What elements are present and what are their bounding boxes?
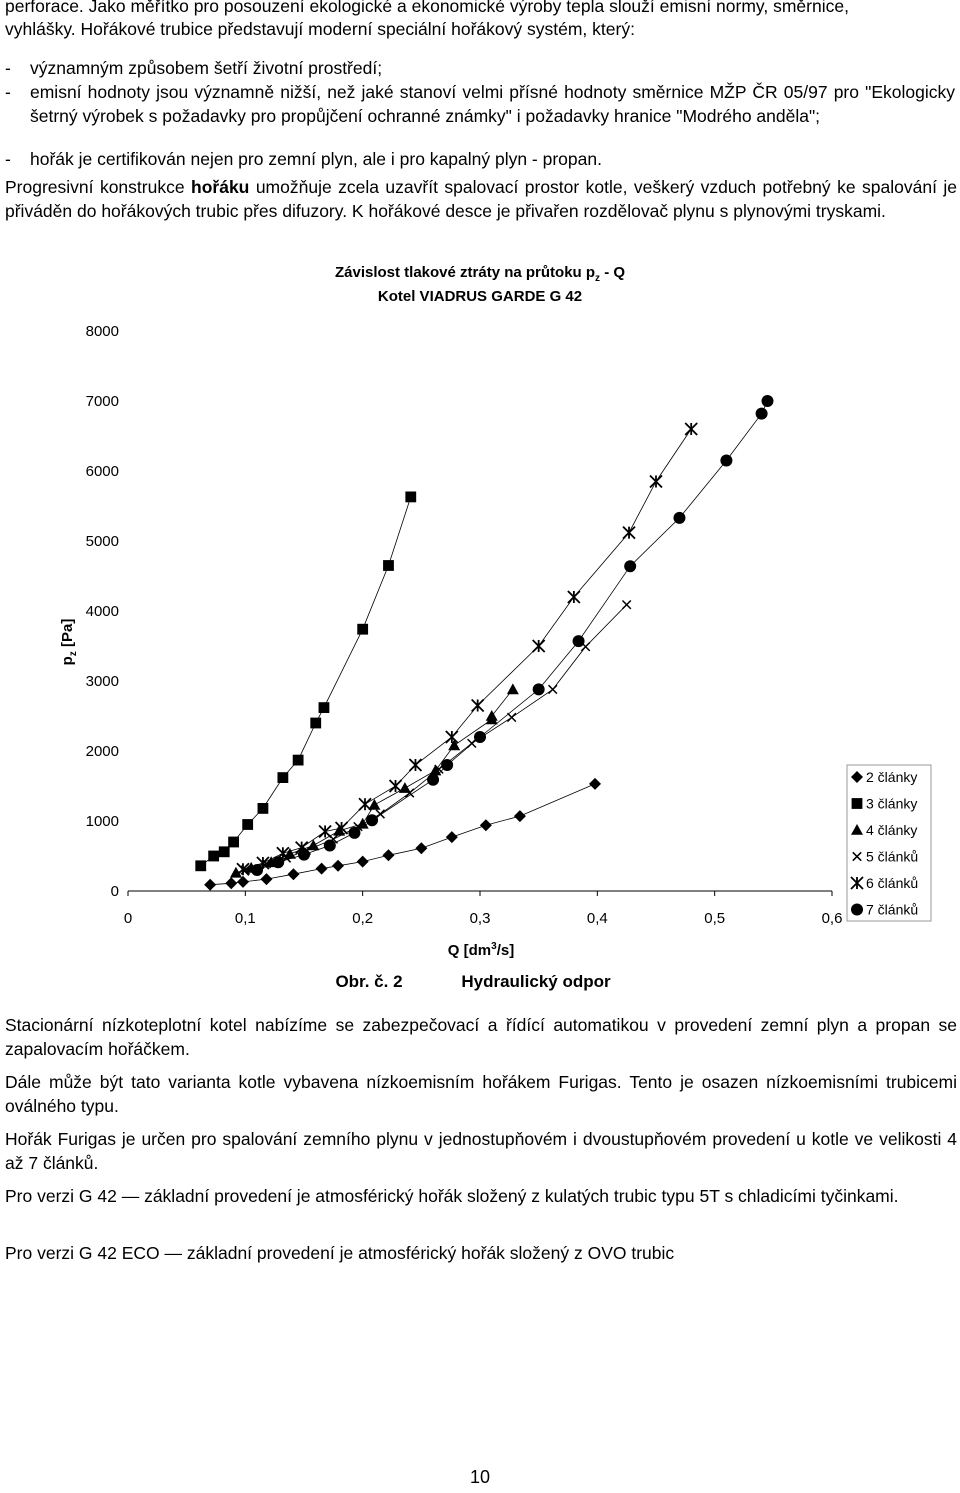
bullet-dash: - <box>5 149 11 169</box>
data-point <box>208 851 219 862</box>
legend-marker <box>852 798 863 809</box>
data-point <box>507 713 515 721</box>
chart-subtitle: Kotel VIADRUS GARDE G 42 <box>377 288 583 305</box>
data-point <box>472 700 484 712</box>
data-point <box>272 856 284 868</box>
data-point <box>486 710 498 721</box>
data-point <box>228 837 239 848</box>
data-point <box>319 702 330 713</box>
pressure-loss-chart <box>0 250 960 995</box>
chart-legend <box>847 765 931 921</box>
data-point <box>316 863 328 875</box>
data-point <box>195 860 206 871</box>
data-point <box>673 512 685 524</box>
data-point <box>756 408 768 420</box>
data-point <box>225 877 237 889</box>
x-tick-label: 0,3 <box>469 910 491 927</box>
data-point <box>514 810 526 822</box>
data-point <box>427 774 439 786</box>
data-point <box>446 731 458 743</box>
series-3 <box>230 683 519 877</box>
progressive-text-end: umožňuje zcela uzavřít spalovací prostor kotle, veškerý vzduch potřebný ke spalování je přiváděn do hořákových trubic přes difuzory. K hořákové desce je přivařen rozdělovač plynu s plynovými tryskami. <box>5 177 957 221</box>
data-point <box>348 827 360 839</box>
data-point <box>277 772 288 783</box>
data-point <box>441 759 453 771</box>
data-point <box>720 455 732 467</box>
data-point <box>622 601 630 609</box>
y-tick-label: 0 <box>110 883 119 900</box>
bullet-dash: - <box>5 58 11 78</box>
data-point <box>307 840 319 851</box>
data-point <box>359 798 371 810</box>
data-point <box>533 683 545 695</box>
data-point <box>237 876 249 888</box>
progressive-paragraph <box>5 176 957 223</box>
bullet-dash: - <box>5 82 11 102</box>
data-point <box>357 856 369 868</box>
progressive-bold: hořáku <box>191 177 250 197</box>
data-point <box>446 831 458 843</box>
series-line <box>245 605 626 870</box>
bullet-text: emisní hodnoty jsou významně nižší, než jaké stanoví velmi přísné hodnoty směrnice MŽP ČR 05/97 pro "Ekologicky šetrný výrobek s požadavky pro propůjčení ochranné známky" i požadavky hranice "Modrého anděla"; <box>30 82 955 126</box>
data-point <box>474 731 486 743</box>
series-6 <box>251 395 773 876</box>
chart-axes <box>86 323 843 927</box>
page-number: 10 <box>469 1467 491 1487</box>
paragraph-g42-eco: Pro verzi G 42 ECO — základní provedení je atmosférický hořák složený z OVO trubic <box>5 1243 675 1263</box>
data-point <box>383 560 394 571</box>
series-line <box>243 429 691 869</box>
data-point <box>293 755 304 766</box>
x-tick-label: 0 <box>123 910 133 927</box>
series-line <box>210 784 595 885</box>
data-point <box>448 739 460 750</box>
data-point <box>319 826 331 838</box>
data-point <box>507 683 519 694</box>
data-point <box>589 778 601 790</box>
x-tick-label: 0,6 <box>821 910 843 927</box>
y-tick-label: 6000 <box>85 463 119 480</box>
x-tick-label: 0,1 <box>234 910 256 927</box>
data-point <box>204 879 216 891</box>
y-tick-label: 7000 <box>85 393 119 410</box>
figure-caption: Hydraulický odpor <box>461 972 611 991</box>
data-point <box>390 780 402 792</box>
chart-series <box>195 395 773 891</box>
data-point <box>573 635 585 647</box>
progressive-text-start: Progresivní konstrukce <box>5 177 192 197</box>
data-point <box>480 819 492 831</box>
x-tick-label: 0,5 <box>704 910 726 927</box>
series-line <box>201 497 411 866</box>
chart-title: Závislost tlakové ztráty na průtoku $p_z$ - Q <box>334 264 626 284</box>
data-point <box>650 476 662 488</box>
legend-label: 7 článků <box>866 901 919 918</box>
y-tick-label: 2000 <box>85 743 119 760</box>
bullet-text: hořák je certifikován nejen pro zemní plyn, ale i pro kapalný plyn - propan. <box>30 149 602 169</box>
series-4 <box>241 601 631 875</box>
y-tick-label: 8000 <box>85 323 119 340</box>
intro-line-1: perforace. Jako měřítko pro posouzení ekologické a ekonomické výroby tepla slouží emisní normy, směrnice, <box>5 0 849 16</box>
x-tick-label: 0,2 <box>352 910 374 927</box>
legend-label: 2 články <box>866 769 918 785</box>
data-point <box>324 840 336 852</box>
legend-box <box>847 765 931 921</box>
series-line <box>257 401 767 870</box>
data-point <box>258 803 269 814</box>
series-2 <box>195 492 416 872</box>
data-point <box>336 822 348 834</box>
data-point <box>761 395 773 407</box>
data-point <box>415 842 427 854</box>
y-tick-label: 3000 <box>85 673 119 690</box>
data-point <box>624 560 636 572</box>
figure-number: Obr. č. 2 <box>335 972 403 991</box>
legend-label: 4 články <box>866 822 918 838</box>
data-point <box>405 492 416 503</box>
data-point <box>287 868 299 880</box>
paragraph-furigas-use: Hořák Furigas je určen pro spalování zemního plynu v jednostupňovém i dvoustupňovém provedení u kotle ve velikosti 4 až 7 článků. <box>5 1129 957 1173</box>
y-axis-label: $p_z$ [Pa] <box>59 618 79 666</box>
paragraph-g42: Pro verzi G 42 — základní provedení je atmosférický hořák složený z kulatých trubic typu 5T s chladicími tyčinkami. <box>5 1186 899 1206</box>
data-point <box>298 849 310 861</box>
data-point <box>409 759 421 771</box>
data-point <box>310 718 321 729</box>
data-point <box>219 846 230 857</box>
legend-label: 5 článků <box>866 848 919 865</box>
data-point <box>251 864 263 876</box>
data-point <box>533 640 545 652</box>
data-point <box>368 799 380 810</box>
data-point <box>260 873 272 885</box>
data-point <box>242 819 253 830</box>
y-tick-label: 1000 <box>85 813 119 830</box>
data-point <box>685 423 697 435</box>
series-1 <box>204 778 601 891</box>
series-5 <box>237 423 697 875</box>
data-point <box>568 591 580 603</box>
data-point <box>357 624 368 635</box>
paragraph-furigas: Dále může být tato varianta kotle vybavena nízkoemisním hořákem Furigas. Tento je osazen nízkoemisními trubicemi oválného typu. <box>5 1072 957 1116</box>
x-tick-label: 0,4 <box>586 910 608 927</box>
bullet-text: významným způsobem šetří životní prostředí; <box>30 58 383 78</box>
y-tick-label: 4000 <box>85 603 119 620</box>
intro-line-2: vyhlášky. Hořákové trubice představují moderní speciální hořákový systém, který: <box>5 19 635 39</box>
data-point <box>623 527 635 539</box>
data-point <box>332 860 344 872</box>
legend-label: 3 články <box>866 795 918 812</box>
paragraph-automatika: Stacionární nízkoteplotní kotel nabízíme se zabezpečovací a řídící automatikou v provedení zemní plyn a propan se zapalovacím hořáčkem. <box>5 1015 957 1059</box>
data-point <box>549 685 557 693</box>
y-tick-label: 5000 <box>85 533 119 550</box>
legend-marker <box>851 904 863 916</box>
data-point <box>366 814 378 826</box>
data-point <box>382 849 394 861</box>
x-axis-label: Q $[dm^3/s]$ <box>447 941 515 959</box>
legend-label: 6 článků <box>866 875 919 891</box>
